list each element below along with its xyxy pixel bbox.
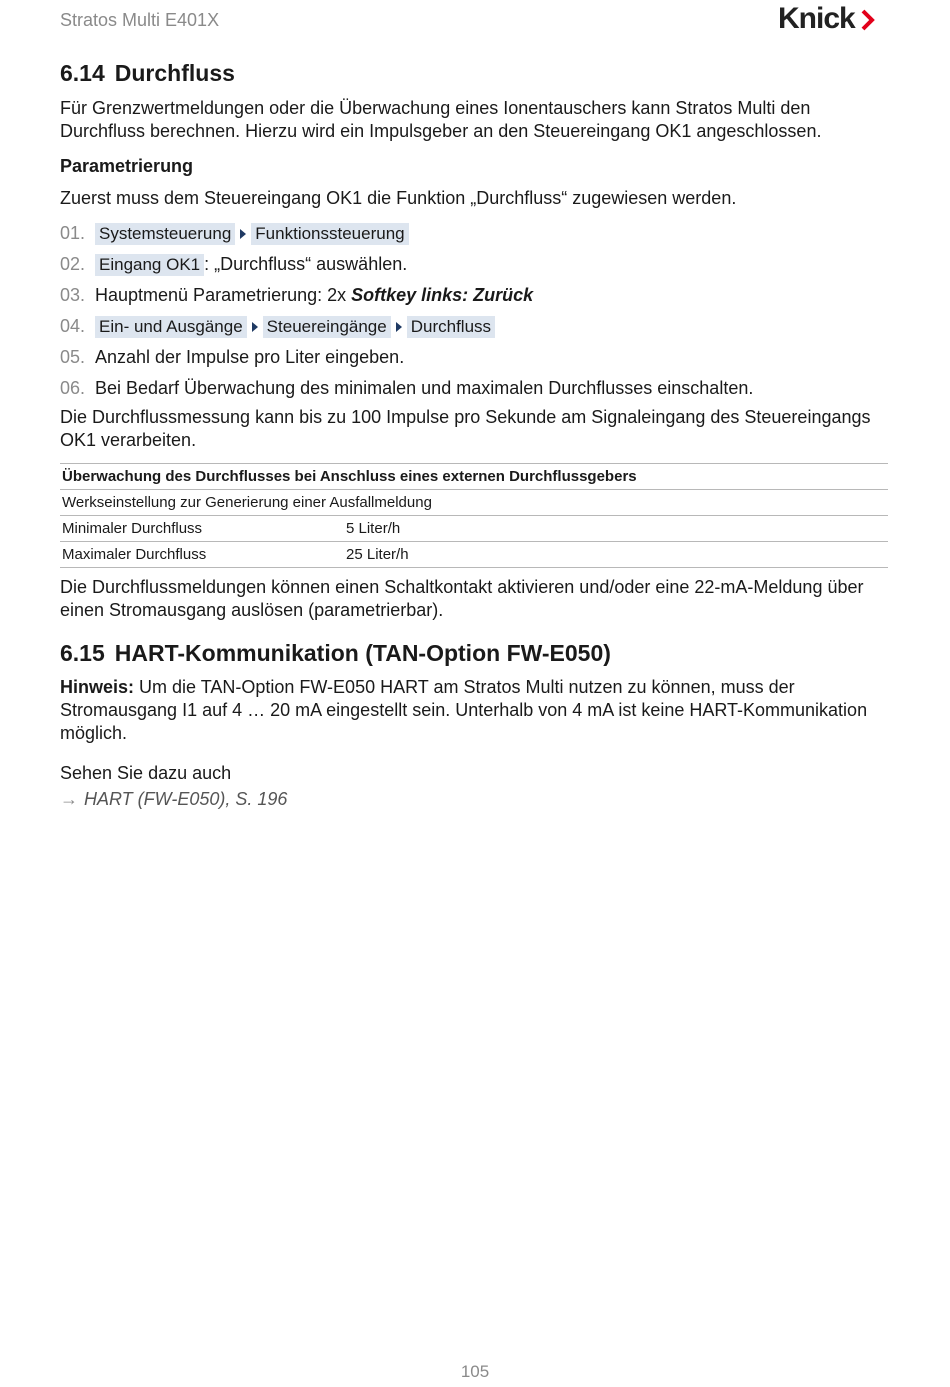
step-item [60, 342, 890, 373]
assign-paragraph: Zuerst muss dem Steuereingang OK1 die Funktion „Durchfluss“ zugewiesen werden. [60, 188, 737, 208]
note-label: Hinweis: [60, 677, 135, 697]
table-subheader-row [60, 490, 888, 516]
document-title: Stratos Multi E401X [60, 10, 220, 30]
section-number: 6.15 [60, 640, 105, 666]
step-content [95, 285, 533, 306]
see-also-label: Sehen Sie dazu auch [60, 763, 232, 783]
table-subheader: Werkseinstellung zur Generierung einer Ausfallmeldung [60, 490, 888, 516]
triangle-right-icon [240, 229, 246, 239]
page-number: 105 [460, 1362, 490, 1381]
step-number: 06. [60, 378, 86, 398]
flow-monitoring-table [60, 463, 888, 568]
table-row [60, 516, 888, 542]
menu-item-systemsteuerung: Systemsteuerung [95, 223, 235, 245]
step-text: Bei Bedarf Überwachung des minimalen und maximalen Durchflusses einschalten. [95, 378, 754, 398]
menu-item-durchfluss: Durchfluss [407, 316, 495, 338]
step-text: Hauptmenü Parametrierung: 2x [95, 285, 352, 305]
arrow-right-icon: → [60, 789, 78, 809]
table-row [60, 542, 888, 568]
pulses-paragraph: Die Durchflussmessung kann bis zu 100 Impulse pro Sekunde am Signaleingang des Steuereingangs OK1 verarbeiten. [60, 407, 871, 450]
step-item [60, 373, 890, 404]
section-title: Durchfluss [114, 60, 235, 86]
step-number: 04. [60, 316, 86, 336]
step-item [60, 218, 890, 249]
logo-text: Knick [778, 2, 855, 35]
menu-item-ein-und-ausgaenge: Ein- und Ausgänge [95, 316, 247, 338]
subheading-parametrierung: Parametrierung [60, 156, 194, 176]
menu-item-eingang-ok1: Eingang OK1 [95, 254, 204, 276]
table-cell-value: 5 Liter/h [344, 516, 888, 542]
section-title: HART-Kommunikation (TAN-Option FW-E050) [114, 640, 611, 666]
step-text: : „Durchfluss“ auswählen. [204, 254, 408, 274]
see-also-link-text: HART (FW-E050), S. 196 [84, 789, 288, 809]
section-heading-durchfluss [60, 60, 890, 87]
menu-path [95, 316, 495, 338]
menu-path [95, 254, 407, 276]
see-also [60, 760, 890, 812]
see-also-link[interactable] [60, 786, 890, 812]
softkey-label: Softkey links: Zurück [351, 285, 534, 305]
step-item [60, 249, 890, 280]
intro-paragraph: Für Grenzwertmeldungen oder die Überwachung eines Ionentauschers kann Stratos Multi den Durchfluss berechnen. Hierzu wird ein Impulsgeber an den Steuereingang OK1 angeschlossen. [60, 98, 822, 141]
page-content [60, 60, 890, 812]
note-paragraph [60, 676, 890, 745]
step-number: 02. [60, 254, 86, 274]
step-number: 01. [60, 223, 86, 243]
table-header: Überwachung des Durchflusses bei Anschluss eines externen Durchflussgebers [60, 464, 888, 490]
step-item [60, 311, 890, 342]
step-list [60, 218, 890, 404]
table-cell-label: Minimaler Durchfluss [60, 516, 344, 542]
section-heading-hart [60, 640, 890, 667]
menu-item-funktionssteuerung: Funktionssteuerung [251, 223, 408, 245]
menu-item-steuereingaenge: Steuereingänge [263, 316, 391, 338]
chevron-right-icon [861, 9, 875, 31]
triangle-right-icon [396, 322, 402, 332]
relay-paragraph: Die Durchflussmeldungen können einen Schaltkontakt aktivieren und/oder eine 22-mA-Meldung über einen Stromausgang auslösen (parametrierbar). [60, 577, 864, 620]
table-cell-label: Maximaler Durchfluss [60, 542, 344, 568]
step-number: 05. [60, 347, 86, 367]
menu-path [95, 223, 409, 245]
knick-logo [778, 2, 875, 36]
section-number: 6.14 [60, 60, 105, 86]
step-number: 03. [60, 285, 86, 305]
table-header-row [60, 464, 888, 490]
note-text: Um die TAN-Option FW-E050 HART am Stratos Multi nutzen zu können, muss der Stromausgang I1 auf 4 … 20 mA eingestellt sein. Unterhalb von 4 mA ist keine HART-Kommunikation möglich. [60, 677, 868, 743]
step-item [60, 280, 890, 311]
table-cell-value: 25 Liter/h [344, 542, 888, 568]
step-text: Anzahl der Impulse pro Liter eingeben. [95, 347, 405, 367]
triangle-right-icon [252, 322, 258, 332]
